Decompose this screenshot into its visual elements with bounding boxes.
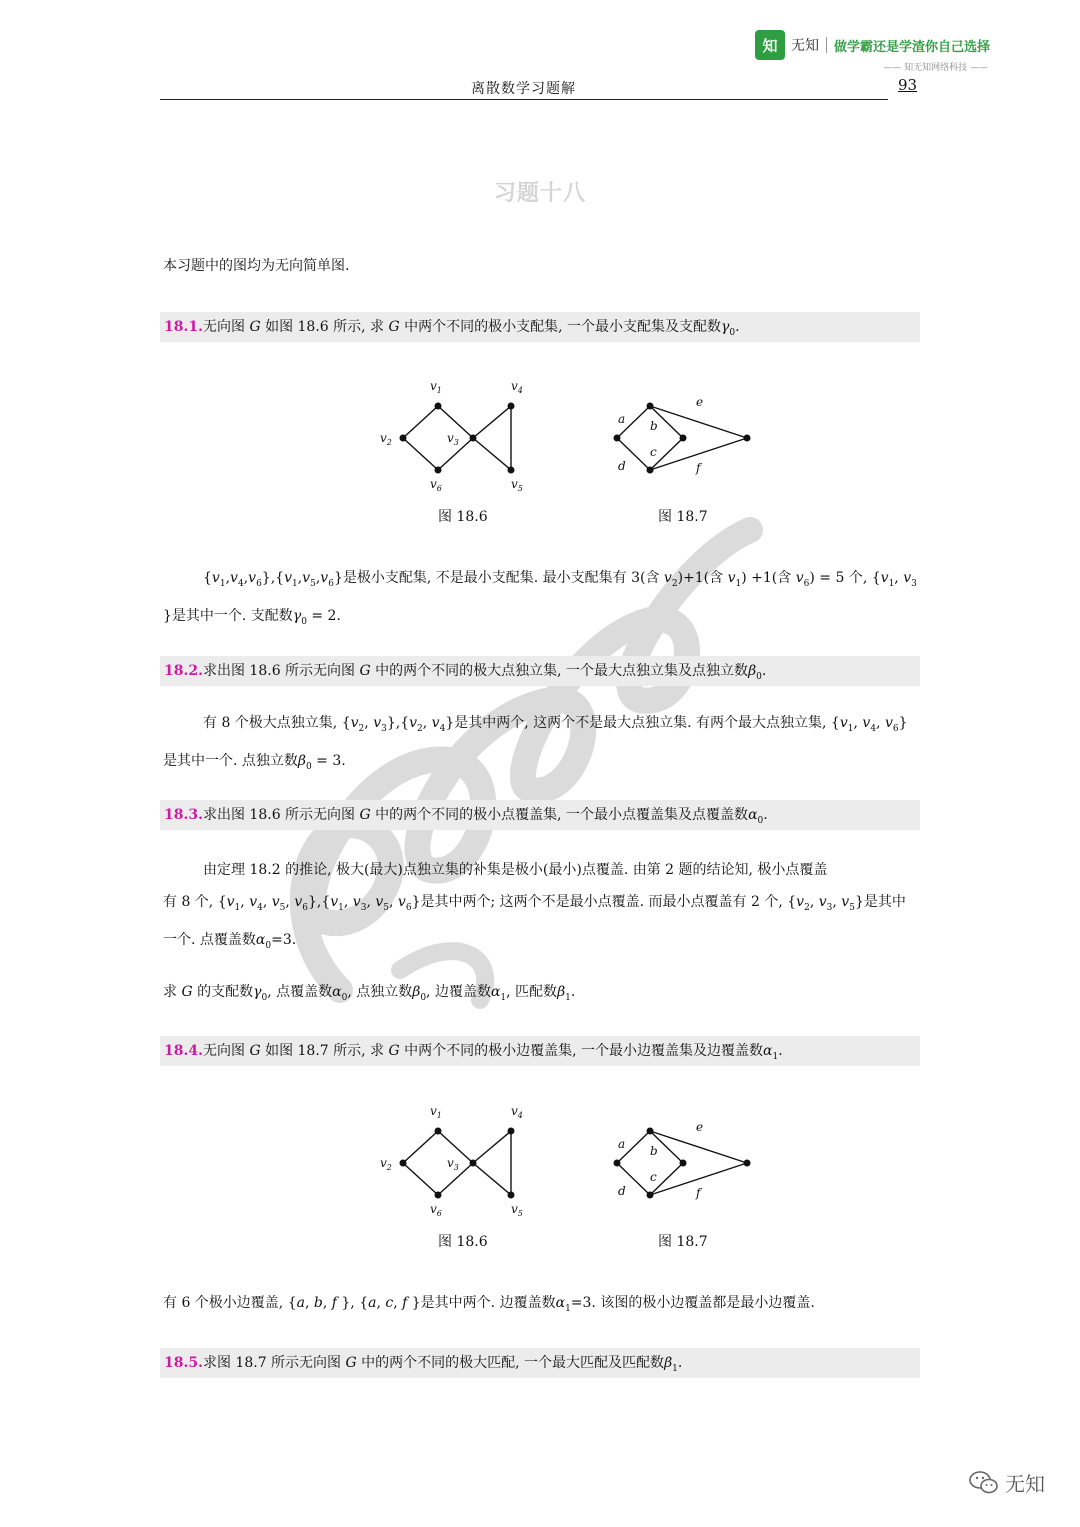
svg-text:v5: $v_5$ [511,1202,523,1218]
figure-caption: 图 18.7 [658,1234,708,1250]
svg-text:c: c [650,1170,657,1184]
question-number: 18.2. [164,663,203,679]
svg-text:v6: $v_6$ [430,477,442,493]
wechat-mark [969,1468,1045,1497]
question-number: 18.5. [164,1355,203,1371]
exercise-instruction: 求 G 的支配数$\gamma_0$, 点覆盖数$\alpha_0$, 点独立数$\beta_0$, 边覆盖数$\alpha_1$, 匹配数$\beta_1$. [163,984,576,1003]
svg-text:e: e [696,1120,704,1134]
question-18-4: 18.4.无向图 G 如图 18.7 所示, 求 G 中两个不同的极小边覆盖集, 一个最小边覆盖集及边覆盖数$\alpha_1$. [160,1036,920,1066]
svg-text:c: c [650,445,657,459]
brand-subtitle: —— 知无知网络科技 —— [883,63,988,73]
question-18-5: 18.5.求图 18.7 所示无向图 G 中的两个不同的极大匹配, 一个最大匹配及匹配数$\beta_1$. [160,1348,920,1378]
svg-text:v3: $v_3$ [447,431,459,447]
page-title: 习题十八 [493,181,586,206]
svg-text:f: f [696,1186,701,1200]
figure-caption: 图 18.6 [438,1234,488,1250]
answer-18-3: 由定理 18.2 的推论, 极大(最大)点独立集的补集是极小(最小)点覆盖. 由第 2 题的结论知, 极小点覆盖 [203,862,828,878]
svg-text:d: d [618,459,626,473]
svg-text:a: a [618,1137,626,1151]
svg-text:b: b [650,1144,658,1158]
question-number: 18.1. [164,319,203,335]
brand [755,28,990,62]
svg-text:d: d [618,1184,626,1198]
svg-text:v1: $v_1$ [430,379,442,395]
wechat-icon [969,1470,999,1496]
figure-pair-1 [370,375,770,525]
svg-text:v3: $v_3$ [447,1156,459,1172]
svg-text:e: e [696,395,704,409]
figure-caption: 图 18.7 [658,509,708,525]
svg-text:f: f [696,461,701,475]
wechat-account-name: 无知 [1005,1472,1045,1496]
brand-name: 无知 [790,38,819,54]
answer-18-1: $\{v_1,v_4,v_6\},\{v_1,v_5,v_6\}$是极小支配集, 不是最小支配集. 最小支配集有 3(含 $v_2)+1$(含 $v_1) +1$(含 $v_6) = 5$ 个, {$v_1$, $v_3$ }是其中一个. 支配数$\gamma_0 = 2$. [163,570,917,627]
question-number: 18.3. [164,807,203,823]
svg-text:b: b [650,419,658,433]
svg-text:v6: $v_6$ [430,1202,442,1218]
answer-18-4: 有 6 个极小边覆盖, {a, b, f }, {a, c, f }是其中两个. 边覆盖数$\alpha_1=3$. 该图的极小边覆盖都是最小边覆盖. [163,1295,815,1314]
svg-text:a: a [618,412,626,426]
page-number: 93 [898,76,918,94]
intro-text: 本习题中的图均为无向简单图. [163,258,350,274]
svg-text:v4: $v_4$ [511,1104,523,1120]
figure-caption: 图 18.6 [438,509,488,525]
answer-18-2: 有 8 个极大点独立集, {$v_2$, $v_3\},\{v_2$, $v_4$}是其中两个, 这两个不是最大点独立集. 有两个最大点独立集, {$v_1$, $v_4$, $v_6$}是其中一个. 点独立数$\beta_0 = 3$. [163,715,908,772]
svg-text:v4: $v_4$ [511,379,523,395]
figure-pair-2 [370,1100,770,1250]
question-18-1: 18.1.无向图 G 如图 18.6 所示, 求 G 中两个不同的极小支配集, 一个最小支配集及支配数$\gamma_0$. [160,312,920,342]
svg-text:v1: $v_1$ [430,1104,442,1120]
answer-18-3-cont: 有 8 个, {$v_1$, $v_4$, $v_5$, $v_6\},\{v_1$, $v_3$, $v_5$, $v_6$}是其中两个; 这两个不是最小点覆盖. 而最小点覆盖有 2 个, {$v_2$, $v_3$, $v_5$}是其中一个. 点覆盖数$\alpha_0=3$. [163,894,906,951]
svg-text:v5: $v_5$ [511,477,523,493]
question-18-3: 18.3.求出图 18.6 所示无向图 G 中的两个不同的极小点覆盖集, 一个最小点覆盖集及点覆盖数$\alpha_0$. [160,800,920,830]
question-number: 18.4. [164,1043,203,1059]
header-rule [160,99,888,100]
svg-text:v2: $v_2$ [380,431,392,447]
brand-logo: 知 [755,30,785,60]
svg-text:v2: $v_2$ [380,1156,392,1172]
question-18-2: 18.2.求出图 18.6 所示无向图 G 中的两个不同的极大点独立集, 一个最大点独立集及点独立数$\beta_0$. [160,656,920,686]
brand-separator [826,37,827,53]
running-title: 离散数学习题解 [471,81,576,97]
brand-slogan: 做学霸还是学渣你自己选择 [833,39,990,55]
